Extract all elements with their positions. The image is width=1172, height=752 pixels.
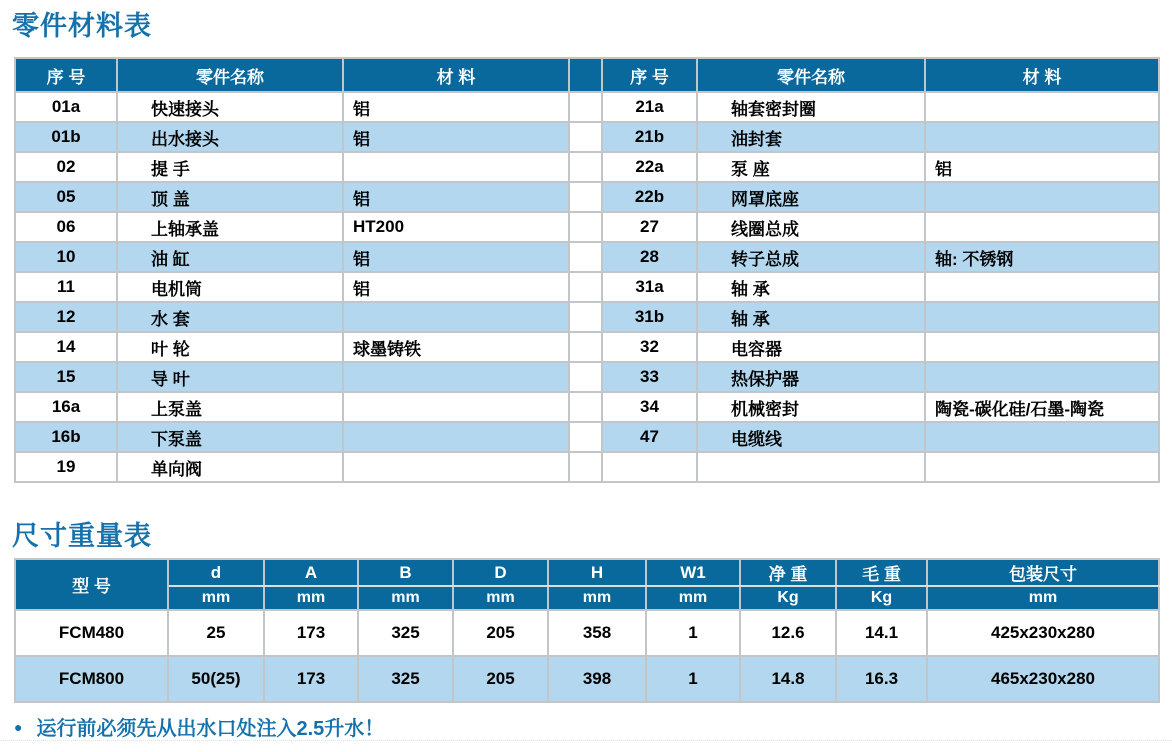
header-unit: Kg <box>740 586 836 610</box>
header-model: 型 号 <box>15 559 168 610</box>
parts-table-row <box>15 92 1159 122</box>
cell-serial: 34 <box>602 392 697 422</box>
cell-value: 25 <box>168 610 264 656</box>
cell-value: 425x230x280 <box>927 610 1159 656</box>
cell-material: 铝 <box>343 272 569 302</box>
cell-part-name: 机械密封 <box>697 392 925 422</box>
cell-material: 铝 <box>343 92 569 122</box>
header-d: d <box>168 559 264 586</box>
cell-material <box>925 92 1159 122</box>
cell-serial: 05 <box>15 182 117 212</box>
cell-part-name: 快速接头 <box>117 92 343 122</box>
page-bottom-faint-line <box>0 740 1172 741</box>
cell-model: FCM480 <box>15 610 168 656</box>
parts-table-row <box>15 152 1159 182</box>
cell-serial: 33 <box>602 362 697 392</box>
cell-value: 325 <box>358 656 453 702</box>
header-part-name-left: 零件名称 <box>117 58 343 92</box>
cell-part-name: 出水接头 <box>117 122 343 152</box>
header-B: B <box>358 559 453 586</box>
cell-value: 1 <box>646 610 740 656</box>
cell-serial: 06 <box>15 212 117 242</box>
cell-material <box>925 452 1159 482</box>
cell-value: 173 <box>264 610 358 656</box>
cell-part-name: 轴 承 <box>697 302 925 332</box>
header-unit: mm <box>453 586 548 610</box>
cell-serial: 31b <box>602 302 697 332</box>
cell-serial: 12 <box>15 302 117 332</box>
cell-material <box>925 272 1159 302</box>
dim-header-row-2 <box>15 586 1159 610</box>
spacer-cell <box>569 212 602 242</box>
cell-part-name: 单向阀 <box>117 452 343 482</box>
cell-part-name: 线圈总成 <box>697 212 925 242</box>
cell-part-name: 转子总成 <box>697 242 925 272</box>
cell-material: 铝 <box>343 242 569 272</box>
parts-table-title: 零件材料表 <box>12 11 152 41</box>
cell-material <box>343 452 569 482</box>
cell-serial: 22b <box>602 182 697 212</box>
header-H: H <box>548 559 646 586</box>
cell-serial: 01b <box>15 122 117 152</box>
cell-serial: 32 <box>602 332 697 362</box>
spacer-cell <box>569 182 602 212</box>
cell-serial: 27 <box>602 212 697 242</box>
cell-part-name: 下泵盖 <box>117 422 343 452</box>
spacer-cell <box>569 152 602 182</box>
cell-serial: 28 <box>602 242 697 272</box>
cell-material: 陶瓷-碳化硅/石墨-陶瓷 <box>925 392 1159 422</box>
cell-value: 1 <box>646 656 740 702</box>
parts-header-row <box>15 58 1159 92</box>
spacer-cell <box>569 242 602 272</box>
cell-value: 14.8 <box>740 656 836 702</box>
header-material-right: 材 料 <box>925 58 1159 92</box>
header-material-left: 材 料 <box>343 58 569 92</box>
cell-part-name: 轴 承 <box>697 272 925 302</box>
parts-table-row <box>15 332 1159 362</box>
cell-part-name: 顶 盖 <box>117 182 343 212</box>
header-unit: mm <box>927 586 1159 610</box>
spacer-cell <box>569 362 602 392</box>
cell-serial: 16b <box>15 422 117 452</box>
cell-material: 轴: 不锈钢 <box>925 242 1159 272</box>
parts-table-row <box>15 182 1159 212</box>
cell-value: 465x230x280 <box>927 656 1159 702</box>
bullet-icon: ● <box>14 718 23 735</box>
cell-material <box>925 422 1159 452</box>
cell-material <box>343 362 569 392</box>
cell-serial: 31a <box>602 272 697 302</box>
parts-table-row <box>15 392 1159 422</box>
spacer-cell <box>569 332 602 362</box>
cell-serial <box>602 452 697 482</box>
cell-material <box>925 212 1159 242</box>
parts-table-row <box>15 422 1159 452</box>
cell-value: 16.3 <box>836 656 927 702</box>
header-W1: W1 <box>646 559 740 586</box>
spacer-cell <box>569 392 602 422</box>
header-unit: mm <box>264 586 358 610</box>
spacer-cell <box>569 272 602 302</box>
header-包装尺寸: 包装尺寸 <box>927 559 1159 586</box>
cell-material <box>925 122 1159 152</box>
cell-part-name: 导 叶 <box>117 362 343 392</box>
spacer-cell <box>569 452 602 482</box>
parts-table-row <box>15 272 1159 302</box>
cell-material <box>343 422 569 452</box>
cell-part-name: 油 缸 <box>117 242 343 272</box>
parts-table-body <box>15 92 1159 482</box>
header-毛 重: 毛 重 <box>836 559 927 586</box>
header-unit: mm <box>646 586 740 610</box>
cell-serial: 11 <box>15 272 117 302</box>
cell-value: 14.1 <box>836 610 927 656</box>
parts-table-header <box>15 58 1159 92</box>
parts-table-row <box>15 362 1159 392</box>
header-serial-left: 序 号 <box>15 58 117 92</box>
header-unit: Kg <box>836 586 927 610</box>
note-text: 运行前必须先从出水口处注入2.5升水！ <box>36 718 385 740</box>
cell-material: 铝 <box>343 182 569 212</box>
cell-part-name: 泵 座 <box>697 152 925 182</box>
cell-value: 12.6 <box>740 610 836 656</box>
cell-part-name: 上轴承盖 <box>117 212 343 242</box>
cell-material: HT200 <box>343 212 569 242</box>
cell-value: 50(25) <box>168 656 264 702</box>
cell-part-name: 水 套 <box>117 302 343 332</box>
cell-material: 球墨铸铁 <box>343 332 569 362</box>
cell-serial: 14 <box>15 332 117 362</box>
cell-value: 205 <box>453 656 548 702</box>
note <box>14 712 384 741</box>
header-unit: mm <box>358 586 453 610</box>
cell-value: 173 <box>264 656 358 702</box>
header-part-name-right: 零件名称 <box>697 58 925 92</box>
header-D: D <box>453 559 548 586</box>
spacer-cell <box>569 302 602 332</box>
cell-material <box>925 302 1159 332</box>
cell-value: 398 <box>548 656 646 702</box>
dim-table-header <box>15 559 1159 610</box>
cell-model: FCM800 <box>15 656 168 702</box>
cell-serial: 47 <box>602 422 697 452</box>
cell-material: 铝 <box>925 152 1159 182</box>
cell-part-name: 电机筒 <box>117 272 343 302</box>
cell-serial: 21b <box>602 122 697 152</box>
parts-table-row <box>15 452 1159 482</box>
cell-serial: 02 <box>15 152 117 182</box>
cell-serial: 19 <box>15 452 117 482</box>
cell-part-name: 上泵盖 <box>117 392 343 422</box>
header-unit: mm <box>548 586 646 610</box>
header-unit: mm <box>168 586 264 610</box>
spacer-cell <box>569 122 602 152</box>
cell-part-name: 油封套 <box>697 122 925 152</box>
cell-material <box>925 332 1159 362</box>
dimension-table-title: 尺寸重量表 <box>12 521 152 551</box>
dim-table-row <box>15 610 1159 656</box>
cell-material <box>925 182 1159 212</box>
cell-part-name: 电缆线 <box>697 422 925 452</box>
parts-table-row <box>15 122 1159 152</box>
spacer-cell <box>569 92 602 122</box>
dim-table-body <box>15 610 1159 702</box>
parts-table-row <box>15 212 1159 242</box>
parts-table-row <box>15 242 1159 272</box>
header-净 重: 净 重 <box>740 559 836 586</box>
cell-part-name: 电容器 <box>697 332 925 362</box>
cell-part-name: 热保护器 <box>697 362 925 392</box>
cell-part-name: 提 手 <box>117 152 343 182</box>
cell-serial: 22a <box>602 152 697 182</box>
cell-value: 205 <box>453 610 548 656</box>
cell-part-name: 轴套密封圈 <box>697 92 925 122</box>
cell-part-name: 网罩底座 <box>697 182 925 212</box>
dim-header-row-1 <box>15 559 1159 586</box>
spacer-cell <box>569 422 602 452</box>
cell-serial: 10 <box>15 242 117 272</box>
dimension-weight-table <box>14 558 1160 703</box>
cell-material <box>343 302 569 332</box>
parts-material-table <box>14 57 1160 483</box>
cell-material <box>343 392 569 422</box>
cell-material <box>925 362 1159 392</box>
cell-material: 铝 <box>343 122 569 152</box>
cell-part-name <box>697 452 925 482</box>
cell-serial: 15 <box>15 362 117 392</box>
cell-serial: 01a <box>15 92 117 122</box>
cell-serial: 21a <box>602 92 697 122</box>
cell-value: 325 <box>358 610 453 656</box>
header-A: A <box>264 559 358 586</box>
cell-value: 358 <box>548 610 646 656</box>
dim-table-row <box>15 656 1159 702</box>
header-spacer <box>569 58 602 92</box>
cell-serial: 16a <box>15 392 117 422</box>
cell-material <box>343 152 569 182</box>
header-serial-right: 序 号 <box>602 58 697 92</box>
parts-table-row <box>15 302 1159 332</box>
cell-part-name: 叶 轮 <box>117 332 343 362</box>
